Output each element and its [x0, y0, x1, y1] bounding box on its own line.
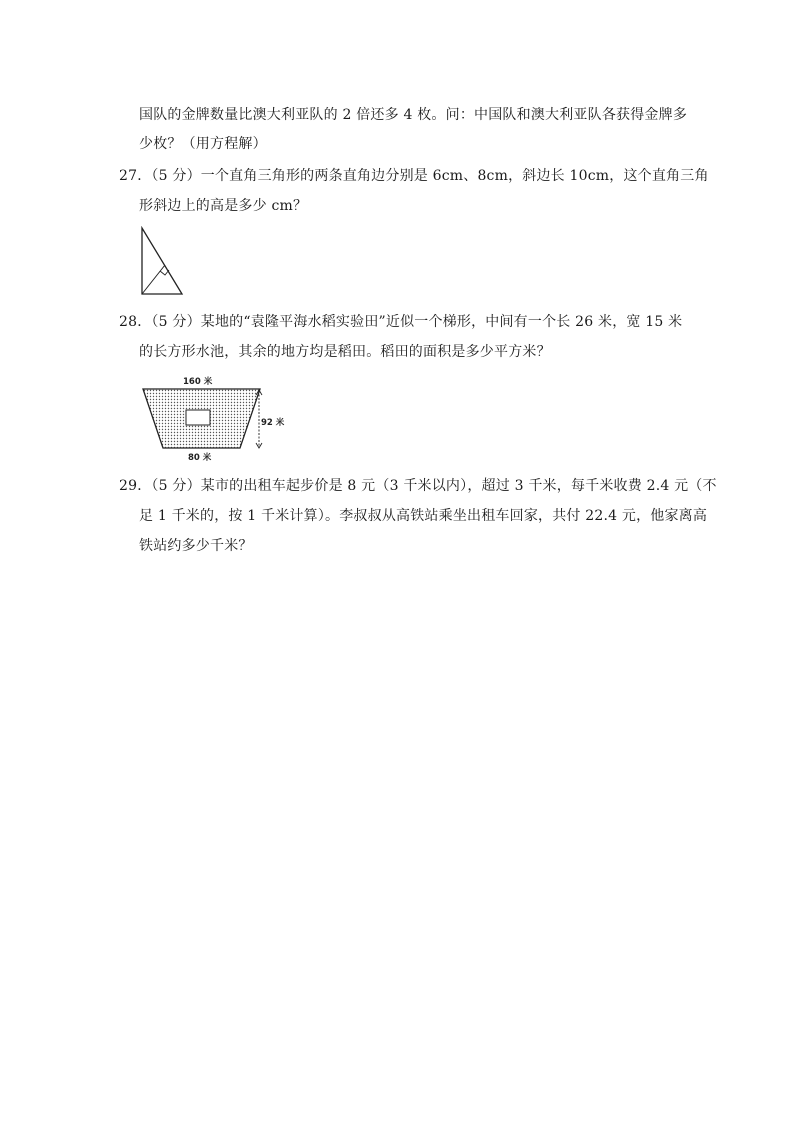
trapezoid-top-label: 160 米 — [183, 377, 213, 387]
q29-line-2: 足 1 千米的，按 1 千米计算）。李叔叔从高铁站乘坐出租车回家，共付 22.4 元，他家离高 — [139, 508, 708, 524]
trapezoid-bottom-label: 80 米 — [188, 453, 212, 463]
right-triangle-figure — [138, 226, 186, 298]
q26-line-1: 国队的金牌数量比澳大利亚队的 2 倍还多 4 枚。问：中国队和澳大利亚队各获得金牌多 — [139, 107, 688, 123]
triangle-altitude — [142, 265, 165, 294]
q28-line-1: 28．（5 分）某地的“袁隆平海水稻实验田”近似一个梯形，中间有一个长 26 米，宽 15 米 — [119, 314, 683, 330]
q27-line-2: 形斜边上的高是多少 cm？ — [139, 198, 308, 214]
q29-line-1: 29．（5 分）某市的出租车起步价是 8 元（3 千米以内），超过 3 千米，每千米收费 2.4 元（不 — [119, 478, 717, 494]
trapezoid-height-label: 92 米 — [261, 418, 285, 428]
q27-line-1: 27．（5 分）一个直角三角形的两条直角边分别是 6cm、8cm，斜边长 10cm，这个直角三角 — [119, 168, 709, 184]
q28-line-2: 的长方形水池，其余的地方均是稻田。稻田的面积是多少平方米？ — [139, 344, 551, 360]
pond-rectangle — [186, 410, 210, 425]
triangle-shape — [142, 228, 182, 294]
q26-line-2: 少枚？（用方程解） — [139, 136, 267, 152]
q29-line-3: 铁站约多少千米？ — [139, 538, 253, 554]
trapezoid-field-figure — [140, 374, 290, 464]
